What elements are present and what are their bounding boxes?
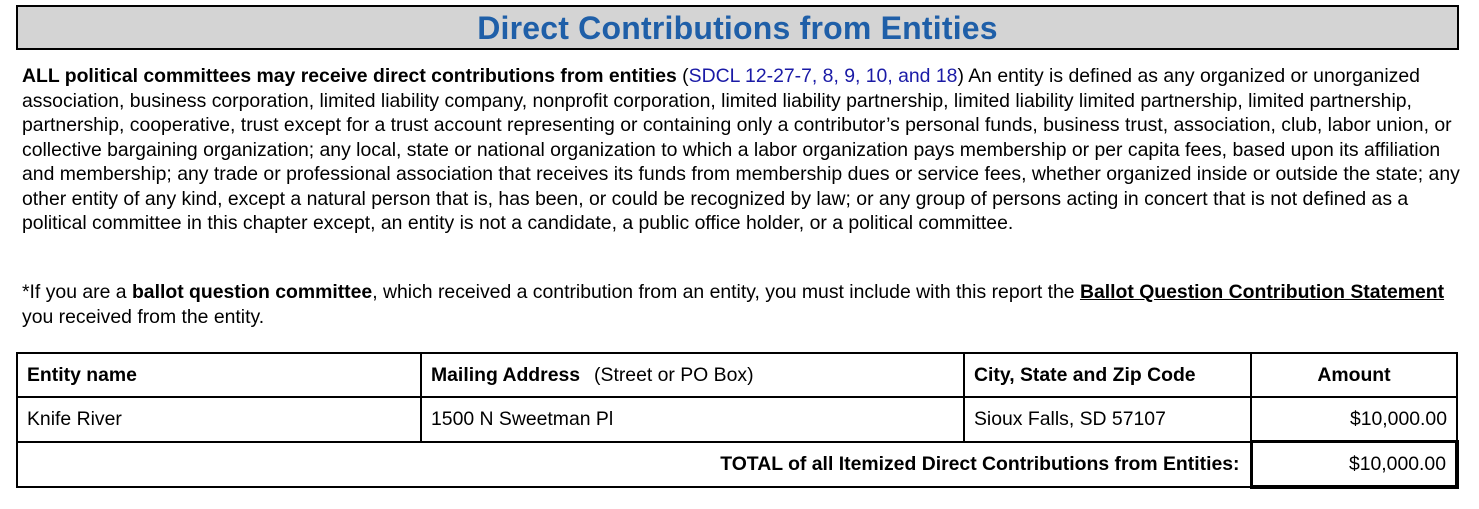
ref-close: )	[957, 65, 964, 87]
cell-mailing-address: 1500 N Sweetman Pl	[421, 397, 964, 442]
intro-lead: ALL political committees may receive direct contributions from entities	[22, 65, 677, 87]
note-prefix: *If you are a	[22, 281, 132, 303]
intro-paragraph	[22, 64, 1462, 236]
note-bold: ballot question committee	[131, 281, 373, 303]
page-title: Direct Contributions from Entities	[477, 9, 998, 46]
header-address-note: (Street or PO Box)	[594, 363, 754, 386]
statement-link[interactable]: Ballot Question Contribution Statement	[1079, 281, 1445, 303]
total-row	[17, 442, 1457, 488]
ballot-question-note	[22, 280, 1462, 329]
statute-reference: SDCL 12-27-7, 8, 9, 10, and 18	[688, 65, 958, 87]
contributions-table	[16, 352, 1459, 489]
total-amount: $10,000.00	[1251, 442, 1457, 488]
header-amount: Amount	[1251, 353, 1457, 397]
header-city-state-zip: City, State and Zip Code	[964, 353, 1251, 397]
header-mailing-address	[421, 353, 964, 397]
cell-entity-name: Knife River	[17, 397, 421, 442]
header-entity-name: Entity name	[17, 353, 421, 397]
table-header-row	[17, 353, 1457, 397]
intro-body: An entity is defined as any organized or unorganized association, business corporation, limited liability company, nonprofit corporation, limited liability partnership, limited liability limited partnership, limited partnership, partnership, cooperative, trust except for a trust account representing or containing only a contributor’s personal funds, business trust, association, club, labor union, or collective bargaining organization; any local, state or national organization to which a labor organization pays membership or per capita fees, based upon its affiliation and membership; any trade or professional association that receives its funds from membership dues or service fees, whether organized inside or outside the state; any other entity of any kind, except a natural person that is, has been, or could be recognized by law; or any group of persons acting in concert that is not defined as a political committee in this chapter except, an entity is not a candidate, a public office holder, or a political committee.	[22, 65, 1460, 234]
total-label: TOTAL of all Itemized Direct Contributions from Entities:	[17, 442, 1251, 488]
table-row	[17, 397, 1457, 442]
cell-city-state-zip: Sioux Falls, SD 57107	[964, 397, 1251, 442]
cell-amount: $10,000.00	[1251, 397, 1457, 442]
header-address-label: Mailing Address	[431, 363, 581, 386]
note-middle: , which received a contribution from an entity, you must include with this report the	[372, 281, 1080, 303]
title-bar	[16, 5, 1459, 50]
note-suffix: you received from the entity.	[22, 305, 265, 328]
ref-open: (	[676, 65, 689, 87]
